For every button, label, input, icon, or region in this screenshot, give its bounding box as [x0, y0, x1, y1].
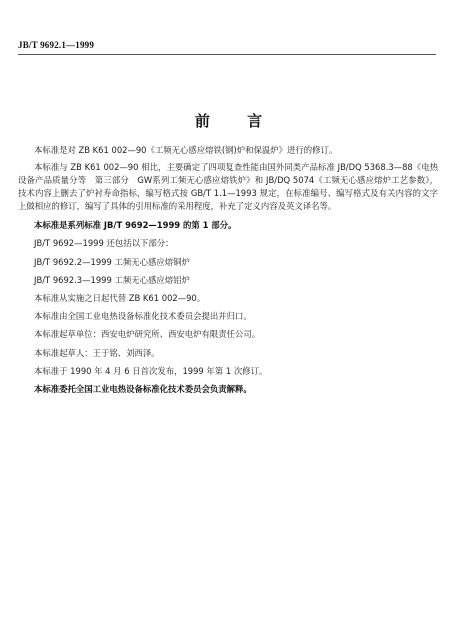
- paragraph-part-3: JB/T 9692.3—1999 工频无心感应熔铝炉: [34, 274, 190, 285]
- paragraph-includes: JB/T 9692—1999 还包括以下部分：: [34, 238, 174, 249]
- preface-body: [18, 143, 438, 400]
- paragraph-part-2: JB/T 9692.2—1999 工频无心感应熔铜炉: [34, 256, 190, 267]
- paragraph-changes: 本标准与 ZB K61 002—90 相比，主要确定了四项复查性能由国外同类产品标准 JB/DQ 5368.3—88《电热设备产品质量分等 第三部分 GW系列工频无心感应熔铁炉》和 JB/DQ 5074《工频无心感应熔炉工艺参数》，技术内容上删去了炉衬寿命指标，编写格式按 GB/T 1.1—1993 规定，在标准编号、编写格式及有关内容的文字上做相应的修订，编写了具体的引用标准的采用程度，补充了定义内容及英文译名等。: [18, 162, 438, 212]
- header-divider: [18, 54, 436, 55]
- page-title: 前 言: [194, 112, 279, 130]
- paragraph-history: 本标准于 1990 年 4 月 6 日首次发布，1999 年第 1 次修订。: [34, 365, 268, 376]
- paragraph-drafting-units: 本标准起草单位：西安电炉研究所、西安电炉有限责任公司。: [34, 329, 261, 340]
- paragraph-revision-note: 本标准是对 ZB K61 002—90《工频无心感应熔铁(钢)炉和保温炉》进行的修订。: [34, 145, 338, 155]
- paragraph-proposed-by: 本标准由全国工业电热设备标准化技术委员会提出并归口。: [34, 311, 252, 322]
- paragraph-interpretation: 本标准委托全国工业电热设备标准化技术委员会负责解释。: [34, 384, 252, 395]
- paragraph-drafters: 本标准起草人：王于铭、刘西泽。: [34, 347, 160, 358]
- paragraph-series-part: 本标准是系列标准 JB/T 9692—1999 的第 1 部分。: [34, 220, 237, 231]
- paragraph-replaces: 本标准从实施之日起代替 ZB K61 002—90。: [34, 293, 206, 304]
- standard-code: JB/T 9692.1—1999: [18, 40, 95, 50]
